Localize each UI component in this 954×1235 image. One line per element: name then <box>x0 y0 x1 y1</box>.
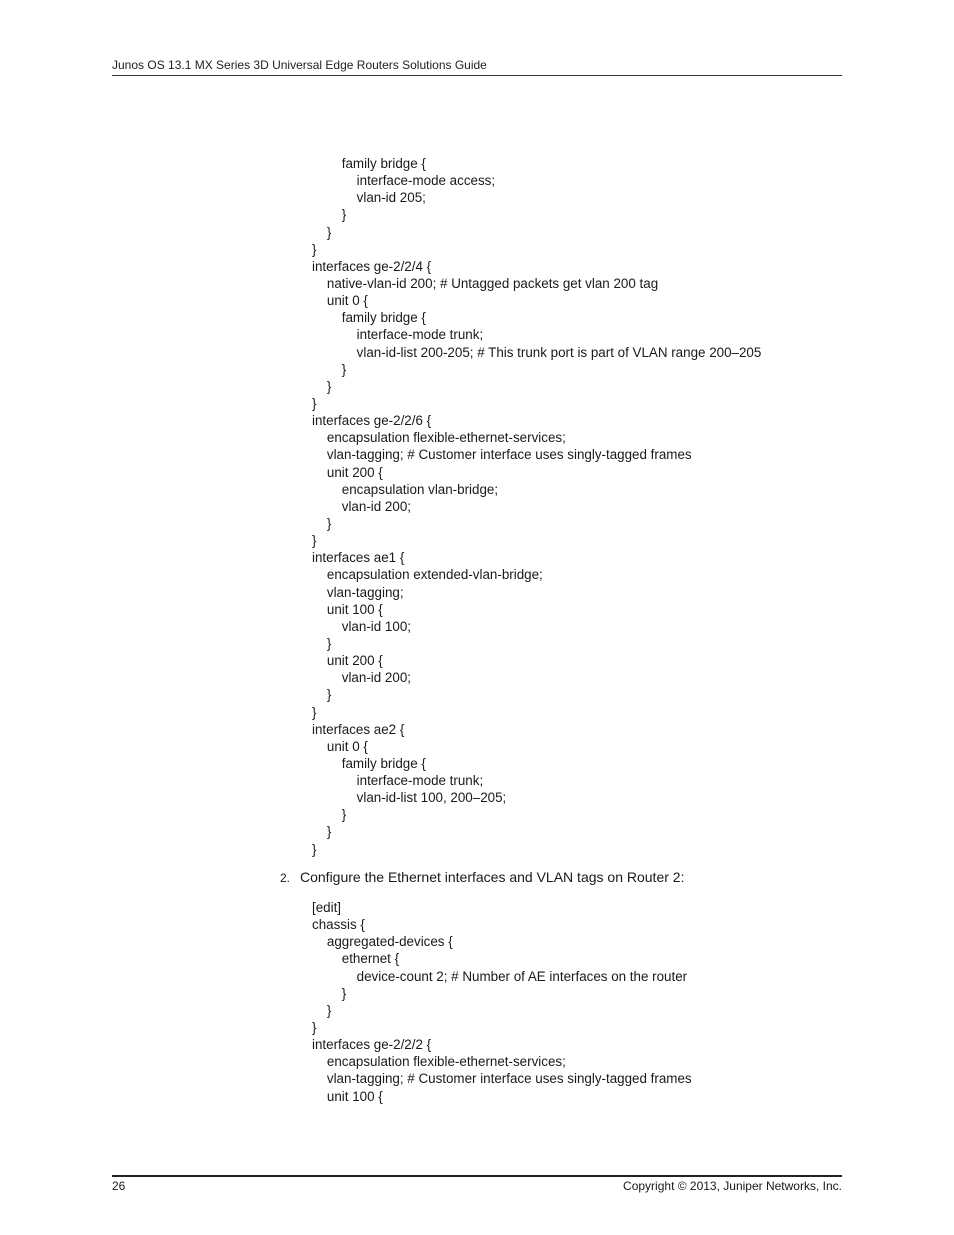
code-line: interface-mode access; <box>312 173 496 189</box>
code-line: } <box>312 1002 332 1018</box>
code-line: interfaces ae2 { <box>312 721 405 737</box>
code-line: } <box>312 395 317 411</box>
copyright-notice: Copyright © 2013, Juniper Networks, Inc. <box>623 1179 842 1193</box>
code-line: } <box>312 824 332 840</box>
header-rule <box>112 75 842 76</box>
code-line: aggregated-devices { <box>312 934 453 950</box>
code-line: } <box>312 807 347 823</box>
procedure-step-2 <box>280 868 684 887</box>
code-line: } <box>312 985 347 1001</box>
code-line: interfaces ge-2/2/2 { <box>312 1037 432 1053</box>
code-line: vlan-id-list 100, 200–205; <box>312 790 507 806</box>
code-line: vlan-id 200; <box>312 498 411 514</box>
code-line: encapsulation extended-vlan-bridge; <box>312 567 543 583</box>
code-line: device-count 2; # Number of AE interfaces on the router <box>312 968 688 984</box>
code-line: chassis { <box>312 917 365 933</box>
code-line: ethernet { <box>312 951 400 967</box>
code-line: } <box>312 1019 317 1035</box>
code-line: interface-mode trunk; <box>312 327 484 343</box>
code-line: } <box>312 515 332 531</box>
code-line: interfaces ge-2/2/4 { <box>312 258 432 274</box>
code-line: family bridge { <box>312 156 426 171</box>
code-line: [edit] <box>312 900 342 915</box>
code-line: } <box>312 533 317 549</box>
code-line: vlan-tagging; <box>312 584 404 600</box>
code-line: vlan-tagging; # Customer interface uses singly-tagged frames <box>312 1071 692 1087</box>
code-line: vlan-id 200; <box>312 670 411 686</box>
code-line: unit 0 { <box>312 738 368 754</box>
code-line: } <box>312 841 317 857</box>
code-line: encapsulation vlan-bridge; <box>312 481 499 497</box>
code-line: } <box>312 207 347 223</box>
code-line: interfaces ae1 { <box>312 550 405 566</box>
code-line: encapsulation flexible-ethernet-services; <box>312 1054 566 1070</box>
code-line: vlan-tagging; # Customer interface uses singly-tagged frames <box>312 447 692 463</box>
footer-rule <box>112 1175 842 1177</box>
code-line: } <box>312 241 317 257</box>
code-line: interfaces ge-2/2/6 { <box>312 413 432 429</box>
code-line: unit 100 { <box>312 1088 383 1104</box>
code-line: unit 100 { <box>312 601 383 617</box>
code-line: } <box>312 704 317 720</box>
code-line: vlan-id 205; <box>312 190 426 206</box>
running-header: Junos OS 13.1 MX Series 3D Universal Edge Routers Solutions Guide <box>112 58 487 72</box>
code-line: unit 200 { <box>312 653 383 669</box>
code-line: native-vlan-id 200; # Untagged packets get vlan 200 tag <box>312 275 659 291</box>
code-line: } <box>312 224 332 240</box>
code-line: } <box>312 378 332 394</box>
code-line: unit 0 { <box>312 293 368 309</box>
code-line: } <box>312 361 347 377</box>
code-block-router1-continued <box>312 155 761 858</box>
code-line: family bridge { <box>312 755 426 771</box>
code-line: vlan-id 100; <box>312 618 411 634</box>
code-line: unit 200 { <box>312 464 383 480</box>
code-line: family bridge { <box>312 310 426 326</box>
code-line: } <box>312 687 332 703</box>
step-text: Configure the Ethernet interfaces and VLAN tags on Router 2: <box>300 869 685 885</box>
code-line: encapsulation flexible-ethernet-services; <box>312 430 566 446</box>
code-line: interface-mode trunk; <box>312 773 484 789</box>
code-line: vlan-id-list 200-205; # This trunk port is part of VLAN range 200–205 <box>312 344 762 360</box>
step-number: 2. <box>280 871 291 885</box>
code-block-router2 <box>312 899 692 1105</box>
page-number: 26 <box>112 1179 126 1193</box>
code-line: } <box>312 635 332 651</box>
